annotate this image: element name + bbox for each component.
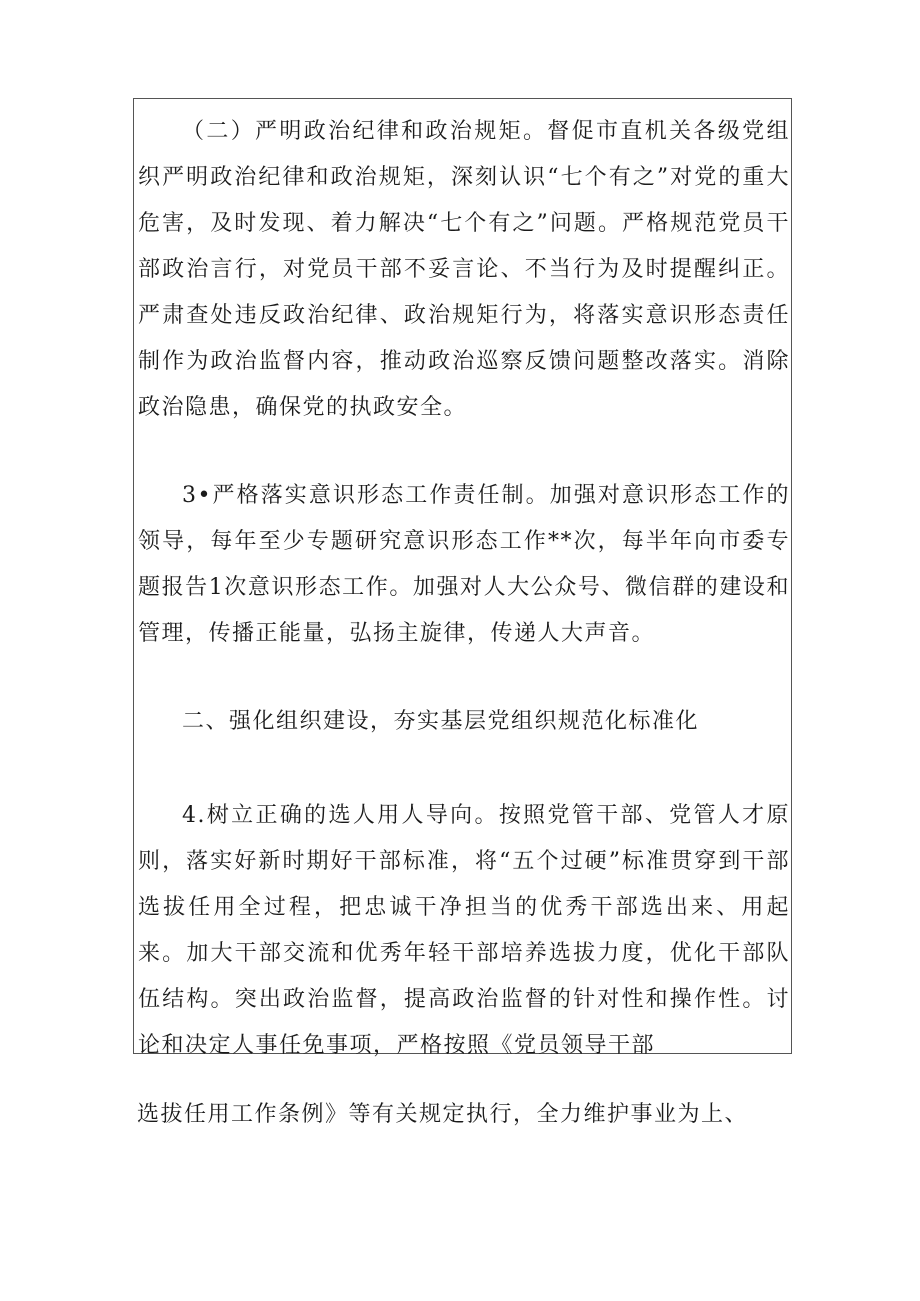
section-heading-organization: 二、强化组织建设，夯实基层党组织规范化标准化 xyxy=(182,709,700,734)
continuation-text: 选拔任用工作条例》等有关规定执行，全力维护事业为上、 xyxy=(137,1102,749,1127)
paragraph-ideology-responsibility: 3•严格落实意识形态工作责任制。加强对意识形态工作的领导，每年至少专题研究意识形态工作**次，每半年向市委专题报告1次意识形态工作。加强对人大公众号、微信群的建设和管理，传播正能量，弘扬主旋律，传递人大声音。 xyxy=(138,483,790,646)
paragraph-political-discipline: （二）严明政治纪律和政治规矩。督促市直机关各级党组织严明政治纪律和政治规矩，深刻认识“七个有之”对党的重大危害，及时发现、着力解决“七个有之”问题。严格规范党员干部政治言行，对党员干部不妥言论、不当行为及时提醒纠正。严肃查处违反政治纪律、政治规矩行为，将落实意识形态责任制作为政治监督内容，推动政治巡察反馈问题整改落实。消除政治隐患，确保党的执政安全。 xyxy=(138,119,790,420)
bordered-text-box xyxy=(133,98,792,1058)
paragraph-cadre-selection: 4.树立正确的选人用人导向。按照党管干部、党管人才原则，落实好新时期好干部标准，将“五个过硬”标准贯穿到干部选拔任用全过程，把忠诚干净担当的优秀干部选出来、用起来。加大干部交流和优秀年轻干部培养选拔力度，优化干部队伍结构。突出政治监督，提高政治监督的针对性和操作性。讨论和决定人事任免事项，严格按照《党员领导干部 xyxy=(138,803,790,1058)
